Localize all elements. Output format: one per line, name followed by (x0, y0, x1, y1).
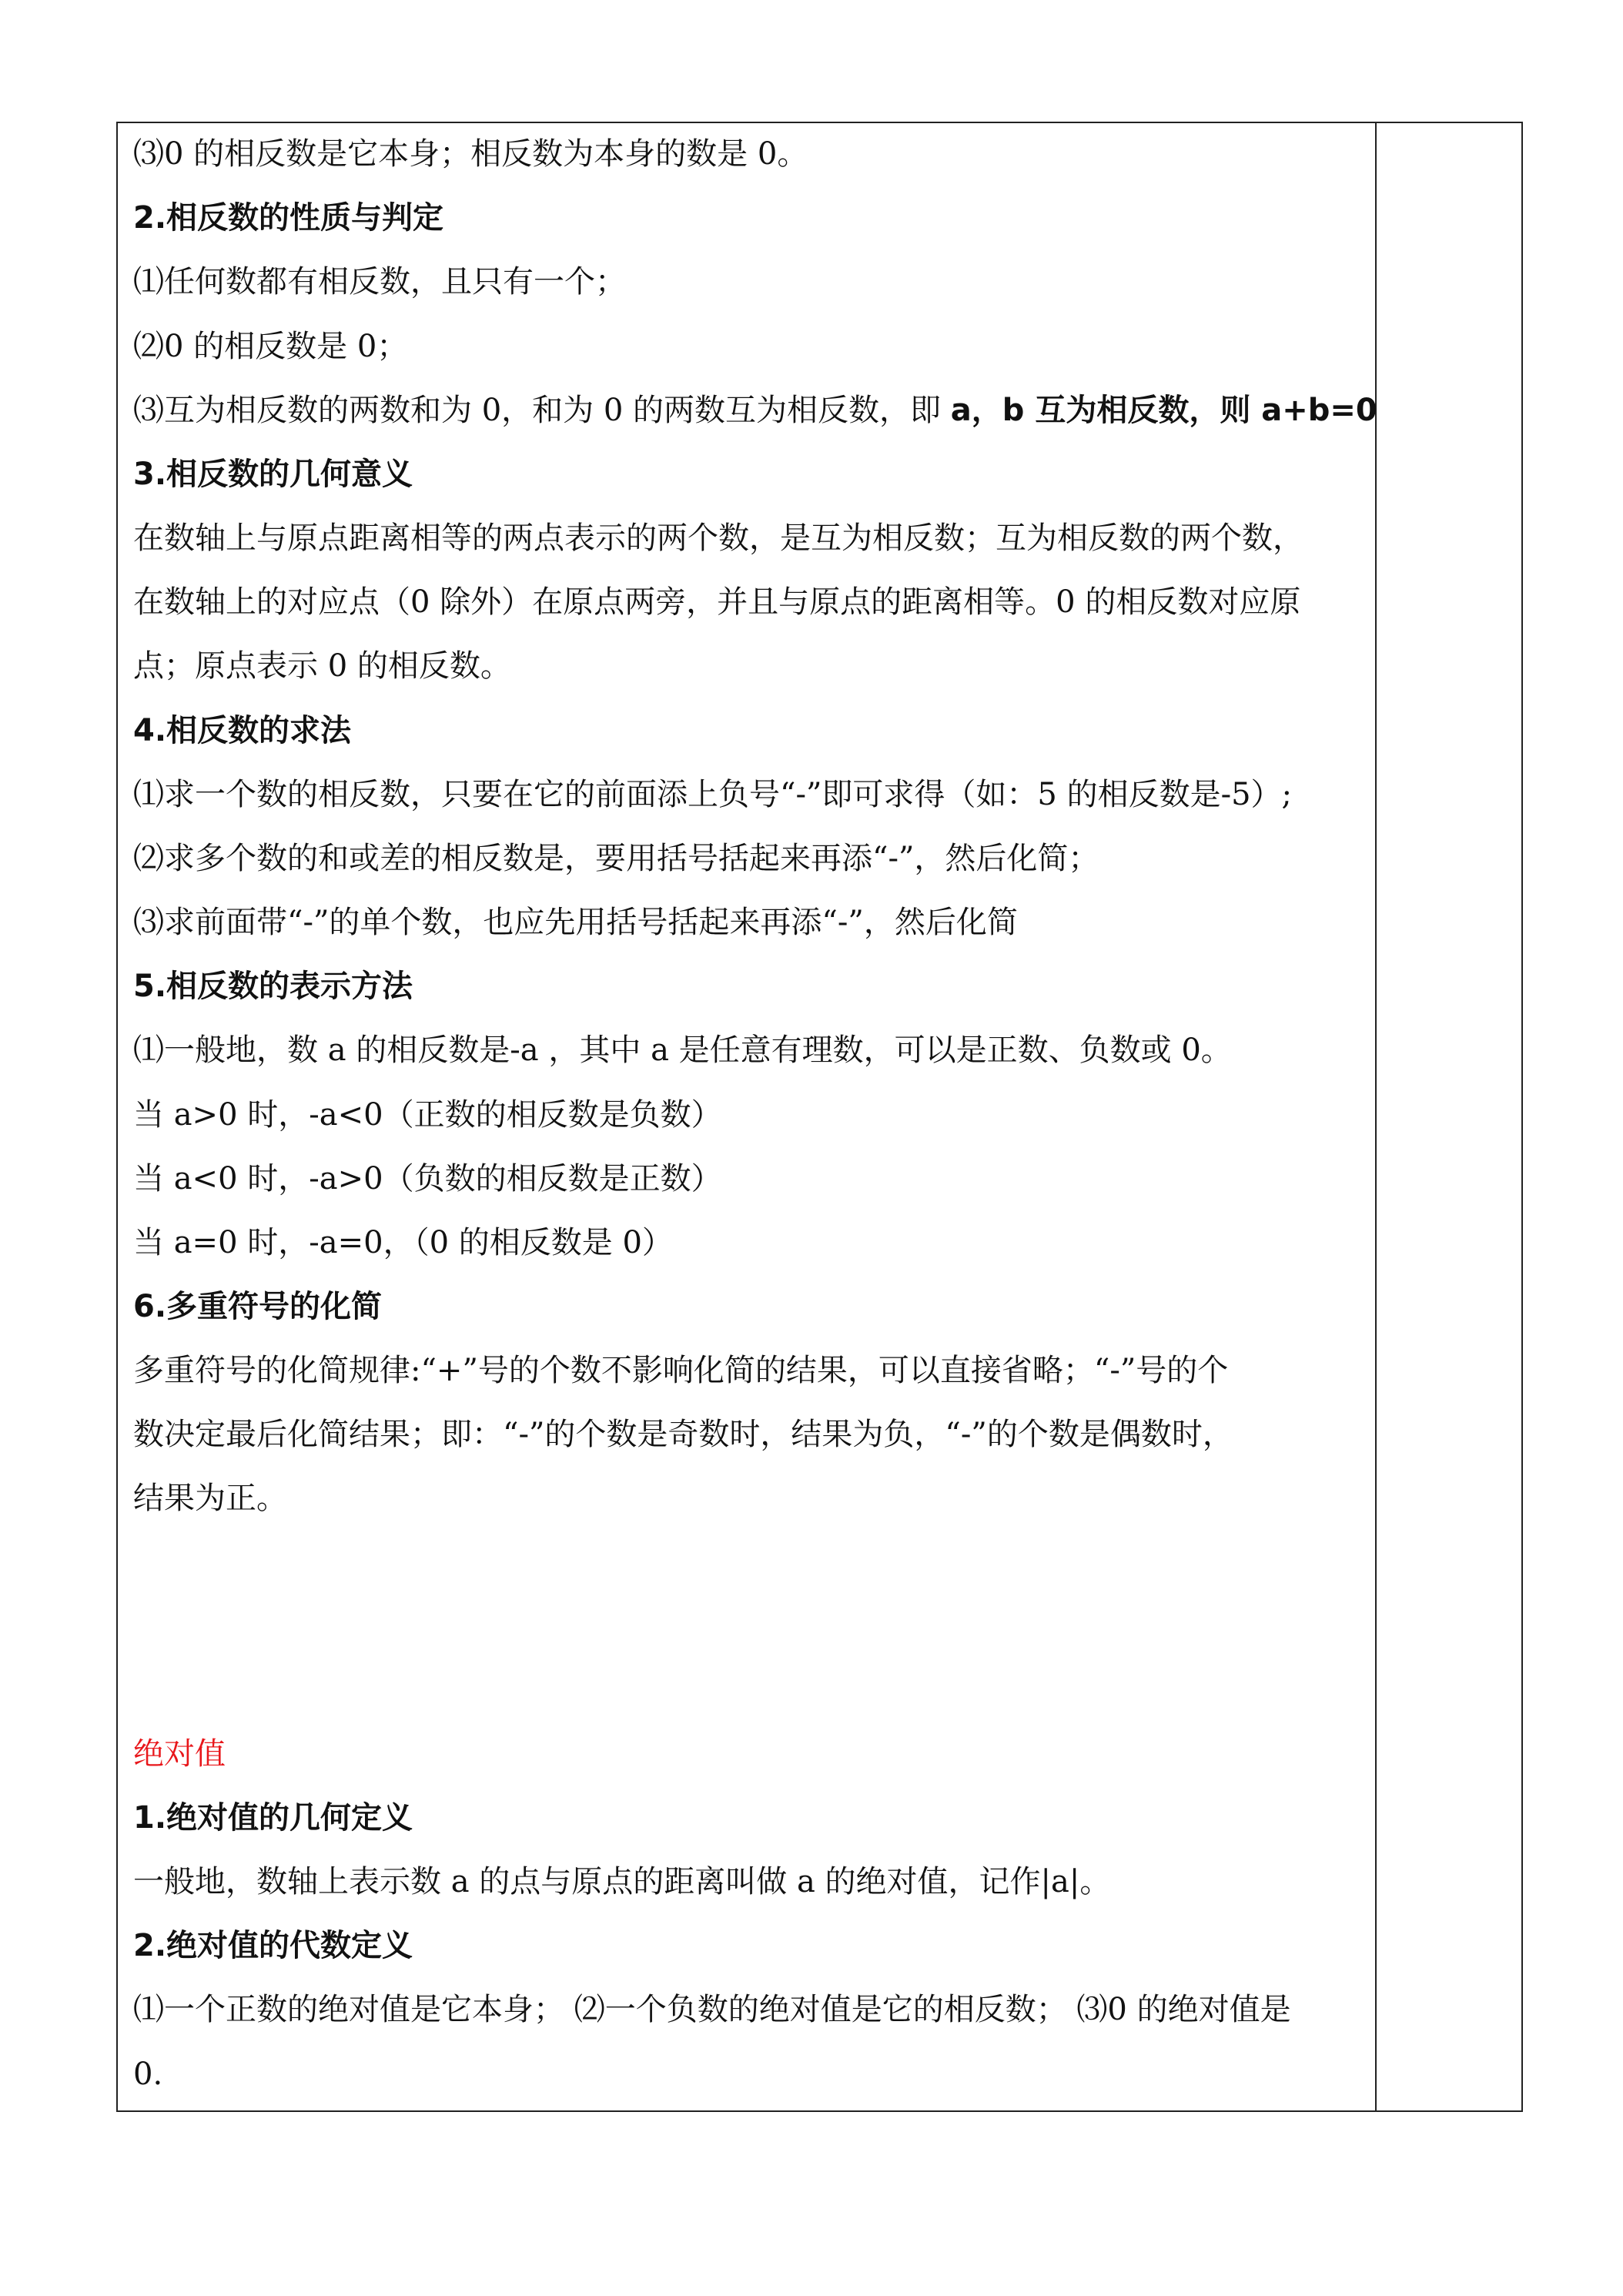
section-heading: 3.相反数的几何意义 (133, 457, 413, 492)
section-heading: 5.相反数的表示方法 (133, 969, 413, 1004)
section-heading: 2.绝对值的代数定义 (133, 1928, 413, 1963)
text-line: ⑴一个正数的绝对值是它本身； ⑵一个负数的绝对值是它的相反数； ⑶0 的绝对值是 (133, 1992, 1291, 2027)
text-line: ⑴任何数都有相反数，且只有一个； (133, 264, 626, 300)
bold-text-segment: a，b 互为相反数，则 a+b=0 (950, 393, 1377, 428)
section-heading: 4.相反数的求法 (133, 713, 352, 748)
text-line: 当 a=0 时，-a=0，（0 的相反数是 0） (133, 1225, 673, 1260)
text-line: 结果为正。 (133, 1481, 287, 1516)
text-line: ⑴一般地，数 a 的相反数是-a ，其中 a 是任意有理数，可以是正数、负数或 0。 (133, 1033, 1232, 1068)
text-line: 0. (133, 2057, 163, 2092)
text-line: 一般地，数轴上表示数 a 的点与原点的距离叫做 a 的绝对值，记作|a|。 (133, 1864, 1111, 1899)
text-line: 点；原点表示 0 的相反数。 (133, 648, 511, 684)
text-line: 当 a>0 时，-a<0（正数的相反数是负数） (133, 1097, 722, 1133)
text-line: ⑶0 的相反数是它本身；相反数为本身的数是 0。 (133, 136, 808, 172)
text-line: 当 a<0 时，-a>0（负数的相反数是正数） (133, 1161, 722, 1197)
text-line: ⑵0 的相反数是 0； (133, 329, 408, 364)
text-line: ⑶求前面带“-”的单个数，也应先用括号括起来再添“-”，然后化简 (133, 905, 1018, 940)
text-segment: ⑶互为相反数的两数和为 0，和为 0 的两数互为相反数，即 (133, 393, 951, 428)
text-line: ⑵求多个数的和或差的相反数是，要用括号括起来再添“-”，然后化简； (133, 841, 1099, 876)
section-title: 绝对值 (133, 1736, 226, 1772)
text-line (133, 387, 1377, 433)
text-line: 在数轴上的对应点（0 除外）在原点两旁，并且与原点的距离相等。0 的相反数对应原 (133, 584, 1301, 620)
text-line: 多重符号的化简规律:“+”号的个数不影响化简的结果，可以直接省略；“-”号的个 (133, 1353, 1229, 1388)
text-line: ⑴求一个数的相反数，只要在它的前面添上负号“-”即可求得（如：5 的相反数是-5）; (133, 777, 1293, 812)
text-line: 在数轴上与原点距离相等的两点表示的两个数，是互为相反数；互为相反数的两个数， (133, 520, 1303, 556)
text-line: 数决定最后化简结果；即：“-”的个数是奇数时，结果为负，“-”的个数是偶数时， (133, 1417, 1233, 1452)
section-heading: 2.相反数的性质与判定 (133, 200, 444, 236)
section-heading: 1.绝对值的几何定义 (133, 1800, 413, 1836)
section-heading: 6.多重符号的化简 (133, 1289, 383, 1324)
